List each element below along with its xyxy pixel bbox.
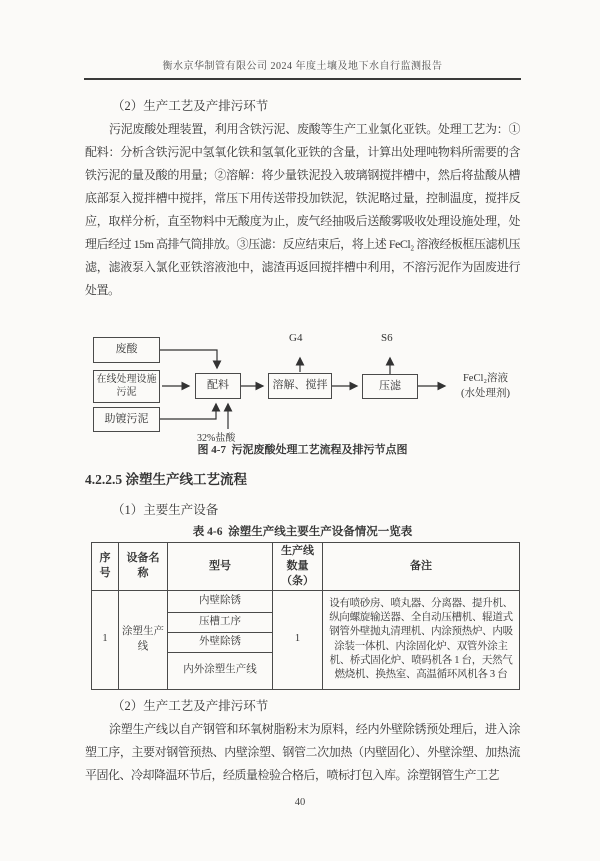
header-title: 衡水京华制管有限公司 2024 年度土壤及地下水自行监测报告	[162, 61, 443, 72]
equipment-table	[91, 542, 520, 690]
table-caption: 表 4-6 涂塑生产线主要生产设备情况一览表	[192, 526, 413, 538]
cell-remark: 设有喷砂房、喷丸器、分离器、提升机、纵向螺旋输送器、全自动压槽机、辊道式钢管外壁抛丸清理机、内涂预热炉、内吸涂装一体机、内涂固化炉、双管外涂主机、桥式固化炉、喷码机各 1 台，天然气燃烧机、换热室、高温循环风机各 3 台	[323, 590, 520, 689]
subsection-heading-process-2: （2）生产工艺及产排污环节	[112, 698, 269, 713]
page-footer	[0, 797, 600, 808]
process-flow-diagram	[85, 328, 520, 443]
output-label-solution: FeCl₂溶液	[462, 373, 509, 384]
acid-input-label: 32%盐酸	[197, 433, 236, 444]
input-box-waste-acid: 废酸	[93, 337, 160, 363]
output-label-agent: (水处理剂)	[461, 388, 510, 399]
table-header-remark: 备注	[323, 543, 520, 591]
cell-model-4: 内外涂塑生产线	[168, 652, 273, 689]
table-header-line-count: 生产线数量（条）	[273, 543, 323, 591]
emission-node-s6-label: S6	[381, 332, 393, 344]
table-header-device: 设备名称	[119, 543, 168, 591]
paragraph-coating-line-process: 涂塑生产线以自产钢管和环氧树脂粉末为原料，经内外壁除锈预处理后，进入涂塑工序，主要对钢管预热、内壁涂塑、钢管二次加热（内壁固化）、外壁涂塑、加热流平固化、冷却降温环节后，经质量检验合格后，喷标打包入库。涂塑钢管生产工艺	[85, 721, 520, 782]
table-header-model: 型号	[168, 543, 273, 591]
section-heading-4225: 4.2.2.5 涂塑生产线工艺流程	[85, 472, 247, 487]
table-row	[92, 590, 520, 612]
emission-node-g4-label: G4	[289, 332, 303, 344]
subsection-heading-process-1: （2）生产工艺及产排污环节	[112, 99, 269, 113]
input-box-plating-aid-sludge: 助镀污泥	[93, 407, 160, 432]
cell-model-2: 压槽工序	[168, 612, 273, 632]
step-box-dissolve-stir: 溶解、搅拌	[268, 373, 332, 399]
page-content	[85, 95, 520, 787]
figure-caption: 图 4-7 污泥废酸处理工艺流程及排污节点图	[197, 444, 408, 456]
page-number: 40	[294, 797, 306, 808]
subsection-heading-equipment: （1）主要生产设备	[112, 503, 219, 517]
table-header-row	[92, 543, 520, 591]
paragraph-sludge-acid-process: 污泥废酸处理装置，利用含铁污泥、废酸等生产工业氯化亚铁。处理工艺为：①配料：分析含铁污泥中氢氧化铁和氢氧化亚铁的含量，计算出处理吨物料所需要的含铁污泥的量及酸的用量；②溶解：将少量铁泥投入玻璃钢搅拌槽中，然后将盐酸从槽底部泵入搅拌槽中搅拌，常压下用传送带投加铁泥，铁泥略过量，控制温度，搅拌反应，取样分析，直至物料中无酸度为止，废气经抽吸后送酸雾吸收处理设施处理，处理后经过 15m 高排气筒排放。③压滤：反应结束后，将上述 FeCl₂ 溶液经板框压滤机压滤，滤液泵入氯化亚铁溶液池中，滤渣再返回搅拌槽中利用，不溶污泥作为固废进行处置。	[85, 122, 520, 297]
step-box-batching: 配料	[195, 373, 241, 399]
cell-line-count: 1	[273, 590, 323, 689]
step-box-press-filter: 压滤	[362, 374, 418, 399]
cell-index: 1	[92, 590, 119, 689]
table-header-index: 序号	[92, 543, 119, 591]
input-box-online-treatment-sludge: 在线处理设施污泥	[93, 370, 160, 403]
cell-model-3: 外壁除锈	[168, 632, 273, 652]
cell-model-1: 内壁除锈	[168, 590, 273, 612]
cell-device-name: 涂塑生产线	[119, 590, 168, 689]
page-header	[84, 57, 521, 80]
